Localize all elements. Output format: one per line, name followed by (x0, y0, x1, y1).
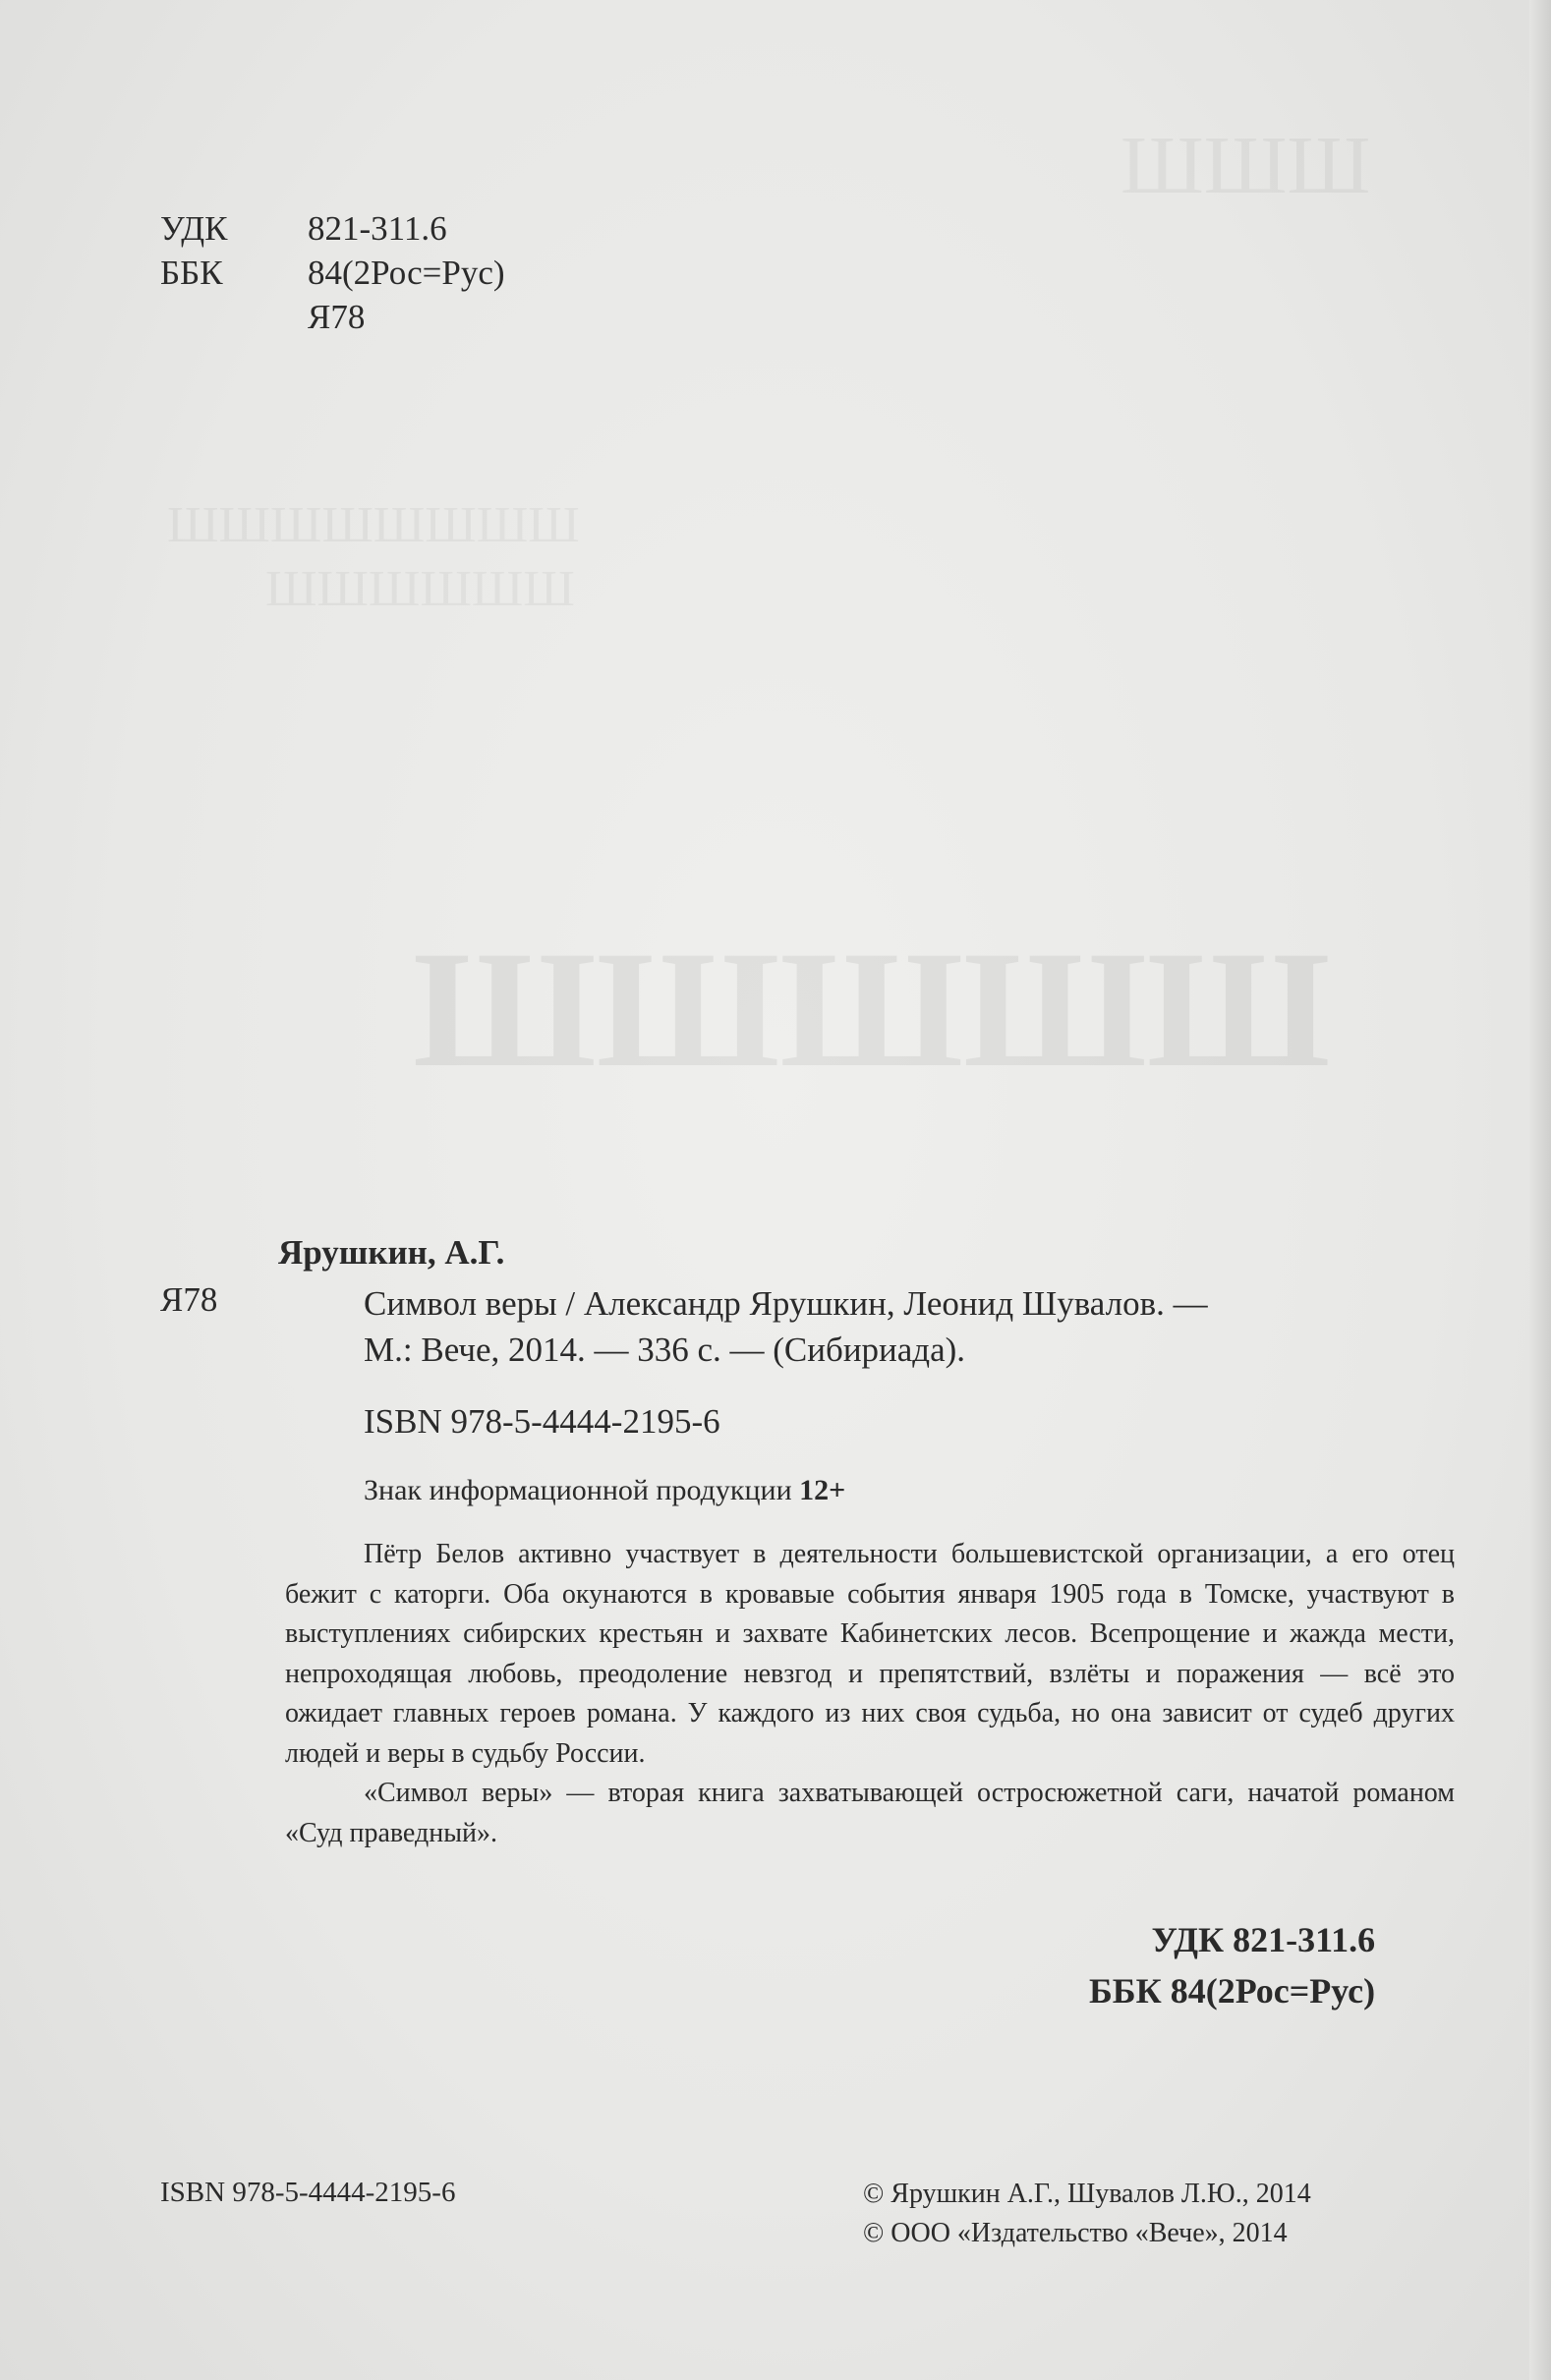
info-sign-text: Знак информационной продукции (364, 1474, 792, 1506)
copyright-authors: © Ярушкин А.Г., Шувалов Л.Ю., 2014 (863, 2179, 1311, 2209)
bottom-codes (1089, 1914, 1375, 2016)
bbk-label: ББК (160, 254, 223, 292)
page-edge (1529, 0, 1551, 2380)
catalog-author: Ярушкин, А.Г. (278, 1233, 505, 1272)
catalog-line-2: М.: Вече, 2014. — 336 с. — (Сибириада). (364, 1331, 966, 1369)
bottom-udk: УДК 821-311.6 (1151, 1920, 1376, 1959)
catalog-description (364, 1280, 1465, 1373)
bleed-through-mark: ШШШШШШ (265, 561, 575, 617)
age-rating: 12+ (799, 1474, 846, 1506)
bbk-value: 84(2Рос=Рус) (308, 254, 505, 292)
footer-isbn: ISBN 978-5-4444-2195-6 (160, 2177, 456, 2208)
annotation-paragraph: «Символ веры» — вторая книга захватывающей остросюжетной саги, начатой романом «Суд праведный». (285, 1778, 1455, 1848)
author-mark: Я78 (308, 298, 366, 336)
bleed-through-mark: ШШШ (1120, 120, 1371, 211)
info-sign (364, 1474, 845, 1507)
annotation (285, 1535, 1455, 1853)
catalog-line-1: Символ веры / Александр Ярушкин, Леонид Шувалов. — (364, 1284, 1208, 1323)
bottom-bbk: ББК 84(2Рос=Рус) (1089, 1971, 1376, 2011)
bleed-through-mark: ШШШШШШШШ (167, 497, 580, 553)
copyright-publisher: © ООО «Издательство «Вече», 2014 (863, 2218, 1288, 2248)
annotation-paragraph: Пётр Белов активно участвует в деятельности большевистской организации, а его отец бежит с каторги. Оба окунаются в кровавые события января 1905 года в Томске, участвуют в выступлениях сибирских крестьян и захвате Кабинетских лесов. Всепрощение и жажда мести, непроходящая любовь, преодоление невзгод и препятствий, взлёты и поражения — всё это ожидает главных героев романа. У каждого из них своя судьба, но она зависит от судеб других людей и веры в судьбу России. (285, 1539, 1455, 1769)
classification-block (160, 206, 505, 339)
bbk-row (160, 251, 505, 295)
author-mark-row (160, 295, 505, 339)
udk-row (160, 206, 505, 251)
bleed-through-mark: ШШШШШ (413, 917, 1331, 1102)
catalog-isbn: ISBN 978-5-4444-2195-6 (364, 1402, 720, 1441)
udk-label: УДК (160, 209, 228, 248)
udk-value: 821-311.6 (308, 209, 447, 248)
copyright-block (863, 2175, 1311, 2253)
catalog-index: Я78 (160, 1280, 218, 1319)
